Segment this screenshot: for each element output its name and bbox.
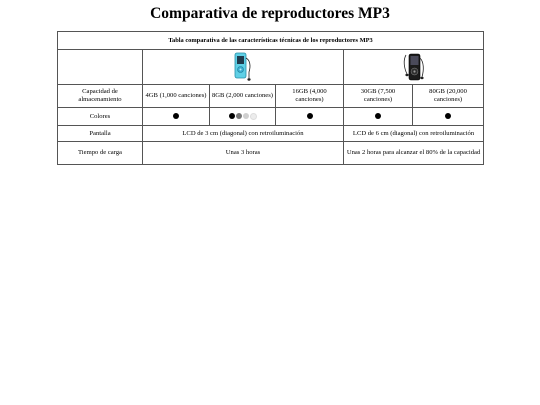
row-label-screen: Pantalla — [58, 126, 143, 142]
player-b-image-cell — [344, 50, 484, 85]
table-caption-row — [58, 32, 484, 50]
colors-4gb — [143, 108, 210, 126]
charge-player-b: Unas 2 horas para alcanzar el 80% de la capacidad — [344, 142, 484, 165]
capacity-4gb: 4GB (1,000 canciones) — [143, 85, 210, 108]
color-swatch — [229, 113, 235, 119]
black-mp3-player-icon — [402, 52, 426, 82]
table-cell-empty — [58, 50, 143, 85]
color-swatch — [236, 113, 242, 119]
table-caption: Tabla comparativa de las características técnicas de los reproductores MP3 — [58, 32, 484, 50]
row-label-colors: Colores — [58, 108, 143, 126]
color-swatch — [375, 113, 381, 119]
capacity-16gb: 16GB (4,000 canciones) — [276, 85, 344, 108]
screen-player-a: LCD de 3 cm (diagonal) con retroiluminación — [143, 126, 344, 142]
table-row-screen — [58, 126, 484, 142]
blue-mp3-player-icon — [232, 52, 254, 82]
page-title: Comparativa de reproductores MP3 — [150, 5, 390, 22]
capacity-80gb: 80GB (20,000 canciones) — [413, 85, 484, 108]
colors-8gb — [210, 108, 276, 126]
capacity-30gb: 30GB (7,500 canciones) — [344, 85, 413, 108]
row-label-capacity: Capacidad de almacenamiento — [58, 85, 143, 108]
colors-16gb — [276, 108, 344, 126]
colors-30gb — [344, 108, 413, 126]
row-label-charge: Tiempo de carga — [58, 142, 143, 165]
table-row-colors — [58, 108, 484, 126]
charge-player-a: Unas 3 horas — [143, 142, 344, 165]
color-swatch — [173, 113, 179, 119]
color-swatch — [250, 113, 257, 120]
player-a-image-cell — [143, 50, 344, 85]
comparison-table — [57, 31, 484, 165]
color-swatch — [445, 113, 451, 119]
color-swatch — [307, 113, 313, 119]
screen-player-b: LCD de 6 cm (diagonal) con retroiluminación — [344, 126, 484, 142]
colors-80gb — [413, 108, 484, 126]
table-row-charge — [58, 142, 484, 165]
capacity-8gb: 8GB (2,000 canciones) — [210, 85, 276, 108]
color-swatch — [243, 113, 249, 119]
table-row-images — [58, 50, 484, 85]
table-row-capacity — [58, 85, 484, 108]
